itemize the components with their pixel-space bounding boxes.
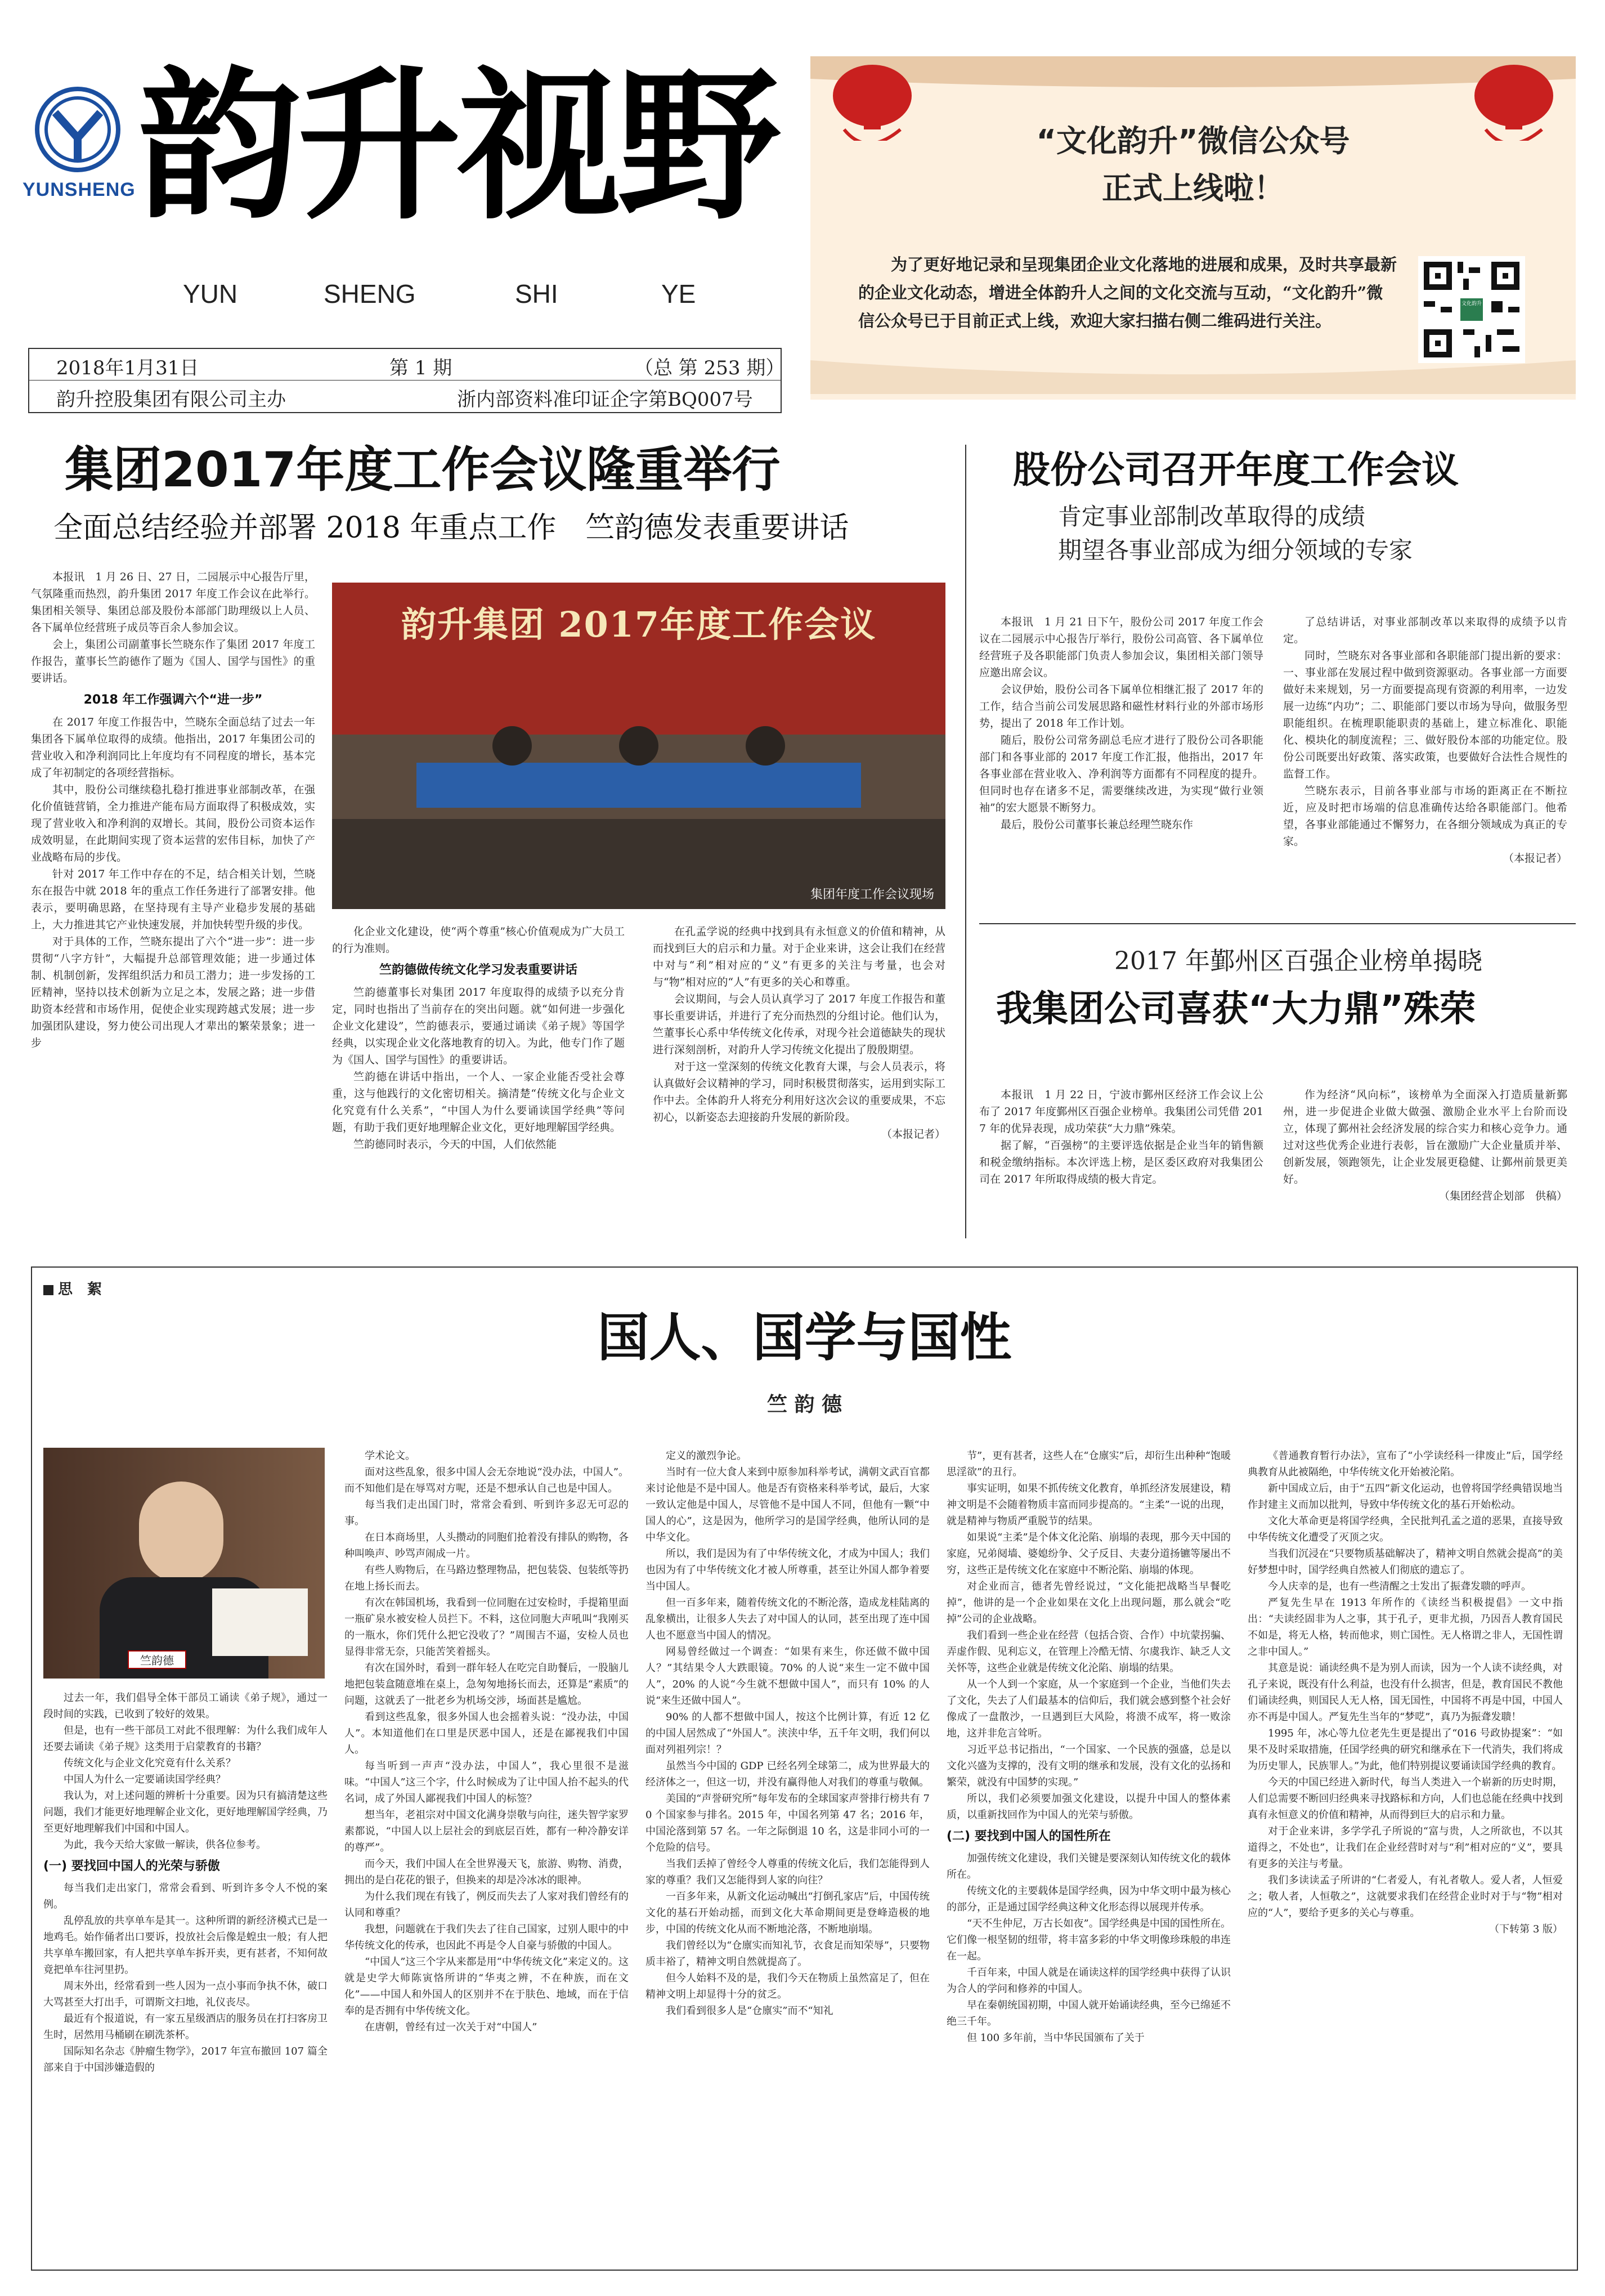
paragraph: 事实证明，如果不抓传统文化教育，单抓经济发展建设，精神文明是不会随着物质丰富而同步提高的。“主柔”一说的出现，就是精神与物质严重脱节的结果。 bbox=[947, 1483, 1231, 1527]
paragraph: 看到这些乱象，很多外国人也会摇着头说：“没办法，中国人”。本知道他们在口里是厌恶中国人，还是在鄙视我们中国人。 bbox=[344, 1711, 629, 1756]
issue-info-box bbox=[28, 348, 785, 413]
paragraph: 我们看到很多人是“仓廪实”而不“知礼 bbox=[666, 2005, 833, 2017]
paragraph: 最近有个报道说，有一家五星级酒店的服务员在打扫客房卫生时，居然用马桶刷在刷洗茶杯。 bbox=[43, 2013, 328, 2041]
paragraph: 但是，也有一些干部员工对此不很理解：为什么我们成年人还要去诵读《弟子规》这类用于启蒙教育的书籍？ bbox=[43, 1725, 328, 1753]
paragraph: 但一百多年来，随着传统文化的不断沦落，造成龙桂陆离的乱象横出，让很多人失去了对中国人的认同，甚至出现了连中国人也不愿意当中国人的情况。 bbox=[645, 1597, 930, 1641]
qr-code[interactable] bbox=[1418, 256, 1525, 363]
paragraph: 严复先生早在 1913 年所作的《读经当积极提倡》一文中指出：“夫读经固非为人之事，其于孔子，更非尤损，乃因吾人教育国民不如是，将无人格，转而他求，则亡国性。无人格谓之非人，无国性谓之非中国人。” bbox=[1248, 1597, 1563, 1658]
section-tag-text: 思 絮 bbox=[58, 1281, 102, 1298]
paragraph: 习近平总书记指出，“一个国家、一个民族的强盛，总是以文化兴盛为支撑的，没有文明的继承和发展，没有文化的弘扬和繁荣，就没有中国梦的实现。” bbox=[947, 1744, 1231, 1788]
article2-subhead-1: 肯定事业部制改革取得的成绩 bbox=[1058, 503, 1366, 530]
continued-note[interactable]: （下转第 3 版） bbox=[1489, 1923, 1563, 1935]
column-divider bbox=[965, 445, 966, 1238]
notice-title-1: “文化韵升”微信公众号 bbox=[1036, 123, 1350, 159]
paragraph: 如果说“主柔”是个体文化沦陷、崩塌的表现，那今天中国的家庭，兄弟阋墙、婆媳纷争、父子反目、夫妻分道扬镳等屡出不穷，这些正是传统文化在家庭中不断沦陷、崩塌的体现。 bbox=[947, 1532, 1231, 1576]
paragraph: 会上，集团公司副董事长竺晓东作了集团 2017 年度工作报告，董事长竺韵德作了题为《国人、国学与国性》的重要讲话。 bbox=[31, 638, 315, 684]
photo-head bbox=[139, 1482, 223, 1583]
paragraph: 针对 2017 年工作中存在的不足，结合相关计划，竺晓东在报告中就 2018 年的重点工作任务进行了部署安排。他表示，要明确思路，在坚持现有主导产业稳步发展的基础上，大力推进其它产业快速发展，并加快转型升级的步伐。 bbox=[31, 868, 315, 931]
article2-byline: （本报记者） bbox=[1503, 852, 1567, 865]
paragraph: 本报讯 1 月 26 日、27 日，二园展示中心报告厅里，气氛隆重而热烈，韵升集团 2017 年度工作会议在此举行。集团相关领导、集团总部及股份本部部门助理级以上人员、各下属单位经营班子成员等百余人参加会议。 bbox=[31, 571, 315, 634]
paragraph: 为什么我们现在有钱了，例反而失去了人家对我们曾经有的认同和尊重？ bbox=[344, 1891, 629, 1919]
paragraph: 千百年来，中国人就是在诵读这样的国学经典中获得了认识为合人的学问和修养的中国人。 bbox=[947, 1967, 1231, 1995]
paragraph: 有次在国外时，看到一群年轻人在吃完自助餐后，一股脑儿地把包装盒随意堆在桌上，急匆匆地扬长而去，还算是“素质”的问题，这就丢了一批老乡为机场交涉，场面甚是尴尬。 bbox=[344, 1662, 629, 1707]
paragraph: 乱停乱放的共享单车是其一。这种所谓的新经济模式已是一地鸡毛。始作俑者出口要诉，投放社会后像是蝗虫一般；有人把共享单车搬回家，有人把共享单车拆开卖，更有甚者，不知何故竟把单车往河里扔。 bbox=[43, 1915, 328, 1976]
paragraph: 了总结讲话，对事业部制改革以来取得的成绩予以肯定。 bbox=[1283, 616, 1567, 645]
article2-col1 bbox=[979, 614, 1263, 833]
paragraph: 面对这些乱象，很多中国人会无奈地说“没办法，中国人”。而不知他们是在辱骂对方呢，还是不想承认自己也是中国人。 bbox=[344, 1466, 629, 1494]
essay-col3 bbox=[645, 1448, 930, 2019]
essay-author: 竺 韵 德 bbox=[766, 1393, 842, 1416]
paragraph: 为此，我今天给大家做一解读，供各位参考。 bbox=[64, 1839, 266, 1851]
paragraph: 竺韵德在讲话中指出，一个人、一家企业能否受社会尊重，这与他践行的文化密切相关。摘清楚“传统文化与企业文化究竟有什么关系”，“中国人为什么要诵读国学经典”等问题，有助于我们更好地理解企业文化，更好地理解国学经典。 bbox=[332, 1071, 625, 1134]
issue-total: （总 第 253 期） bbox=[634, 357, 785, 379]
paragraph: 美国的“声誉研究所”每年发布的全球国家声誉排行榜共有 70 个国家参与排名。2015 年，中国名列第 47 名；2016 年，中国沦落到第 57 名。一年之际倒退 10 名，这是非同小可的一个危险的信号。 bbox=[645, 1793, 930, 1854]
logo-emblem-icon bbox=[33, 84, 123, 174]
article-top100 bbox=[979, 946, 1576, 1238]
paragraph: 节”，更有甚者，这些人在“仓廪实”后，却衍生出种种“饱暖思淫欲”的丑行。 bbox=[947, 1450, 1231, 1478]
article3-kicker: 2017 年鄞州区百强企业榜单揭晓 bbox=[1114, 947, 1482, 975]
article3-col2 bbox=[1283, 1086, 1567, 1205]
essay-box bbox=[31, 1266, 1578, 2271]
paragraph: 最后，股份公司董事长兼总经理竺晓东作 bbox=[1001, 818, 1194, 831]
paragraph: 对企业而言，德者先曾经说过，“文化能把战略当早餐吃掉”，他讲的是一个企业如果在文化上出现问题，那么就会“吃掉”公司的企业战略。 bbox=[947, 1581, 1231, 1625]
article2-subhead-2: 期望各事业部成为细分领域的专家 bbox=[1058, 536, 1413, 564]
info-divider bbox=[29, 380, 781, 381]
wechat-notice bbox=[810, 56, 1576, 400]
paragraph: 对于具体的工作，竺晓东提出了六个“进一步”：进一步贯彻“八字方针”，大幅提升总部管理效能；进一步通过体制、机制创新，发挥组织活力和员工潜力；进一步发扬的工匠精神，坚持以技术创新为立足之本，发展之路；进一步借助资本经营和市场作用，促使企业实现跨越式发展；进一步加强团队建设，努力使公司出现人才辈出的繁荣景象；进一步 bbox=[31, 936, 315, 1049]
company-logo bbox=[33, 84, 123, 174]
pinyin-yun: YUN bbox=[183, 279, 238, 308]
essay-section-tag bbox=[43, 1278, 102, 1299]
paragraph: 本报讯 1 月 22 日，宁波市鄞州区经济工作会议上公布了 2017 年度鄞州区百强企业榜单。我集团公司凭借 2017 年的优异表现，成功荣获“大力鼎”殊荣。 bbox=[979, 1089, 1263, 1135]
essay-headline: 国人、国学与国性 bbox=[597, 1308, 1012, 1368]
article3-byline: （集团经营企划部 供稿） bbox=[1438, 1190, 1567, 1202]
paragraph: “天不生仲尼，万古长如夜”。国学经典是中国的国性所在。它们像一根坚韧的纽带，将丰富多彩的中华文明像珍珠般的串连在一起。 bbox=[947, 1918, 1231, 1962]
paragraph: 周末外出，经常看到一些人因为一点小事而争执不休，破口大骂甚至大打出手，可谓斯文扫地，礼仪丧尽。 bbox=[43, 1980, 328, 2008]
notice-body: 为了更好地记录和呈现集团企业文化落地的进展和成果，及时共享最新的企业文化动态，增进全体韵升人之间的文化交流与互动，“文化韵升”微信公众号已于目前正式上线，欢迎大家扫描右侧二维码进行关注。 bbox=[858, 255, 1397, 330]
paragraph: “中国人”这三个字从来都是用“中华传统文化”来定义的。这就是史学大师陈寅恪所讲的“华夷之辨，不在种族，而在文化”——中国人和外国人的区别并不在于肤色、地域，而在于信奉的是否拥有中华传统文化。 bbox=[344, 1956, 629, 2017]
paragraph: 所以，我们必须要加强文化建设，以提升中国人的整体素质，以重新找回作为中国人的光荣与骄傲。 bbox=[947, 1793, 1231, 1821]
paragraph: 定义的激烈争论。 bbox=[666, 1450, 747, 1462]
essay-col4 bbox=[947, 1448, 1231, 2046]
paragraph: 从一个人到一个家庭，从一个家庭到一个企业，当他们失去了文化，失去了人们最基本的信仰后，我们就会感到整个社会好像成了一盘散沙，一旦遇到巨大风险，将溃不成军，将一败涂地，这并非危言耸听。 bbox=[947, 1679, 1231, 1739]
article-annual-meeting bbox=[31, 439, 960, 1227]
paragraph: 虽然当今中国的 GDP 已经名列全球第二，成为世界最大的经济体之一，但这一切，并没有赢得他人对我们的尊重与敬佩。 bbox=[645, 1760, 930, 1788]
article1-section-six-steps: 2018 年工作强调六个“进一步” bbox=[83, 693, 263, 707]
paragraph: 学术论文。 bbox=[365, 1450, 415, 1462]
paragraph: 想当年，老祖宗对中国文化满身崇敬与向往，迷失智学家罗素都说，“中国人以上层社会的到底层百姓，都有一种冷静安详的尊严”。 bbox=[344, 1809, 629, 1854]
paragraph: 《普通教育暂行办法》，宣布了“小学读经科一律废止”后，国学经典教育从此被隔绝，中华传统文化开始被沦陷。 bbox=[1248, 1450, 1563, 1478]
article1-headline: 集团2017年度工作会议隆重举行 bbox=[65, 442, 781, 498]
paragraph: 网易曾经做过一个调查：“如果有来生，你还做不做中国人？”其结果令人大跌眼镜。70% 的人说“来生一定不做中国人”，20% 的人说“今生就不想做中国人”，而只有 10% 的人说“来生还做中国人”。 bbox=[645, 1646, 930, 1707]
paragraph: 化企业文化建设，使“两个尊重”核心价值观成为广大员工的行为准则。 bbox=[332, 925, 625, 955]
paragraph: 在唐朝，曾经有过一次关于对“中国人” bbox=[365, 2021, 537, 2033]
paragraph: 同时，竺晓东对各事业部和各职能部门提出新的要求：一、事业部在发展过程中做到资源驱动。各事业部一方面要做好未来规划，另一方面要提高现有资源的利用率，一边发展一边练“内功”；二、职能部门要以市场为导向，做服务型职能组织。在梳理职能职责的基础上，建立标准化、职能化、模块化的制度流程；三、做好股份本部的功能定位。股份公司既要出好政策、落实政策，也要做好合法性合规性的监督工作。 bbox=[1283, 650, 1567, 780]
masthead-pinyin bbox=[183, 279, 763, 312]
paragraph: 每当听到一声声“没办法，中国人”，我心里很不是滋味。“中国人”这三个字，什么时候成为了让中国人抬不起头的代名词，成了外国人鄙视我们中国人的标签？ bbox=[344, 1760, 629, 1805]
paragraph: 早在秦朝统国初期，中国人就开始诵读经典，至今已绵延不绝三千年。 bbox=[947, 1999, 1231, 2028]
paragraph: 在 2017 年度工作报告中，竺晓东全面总结了过去一年集团各下属单位取得的成绩。他指出，2017 年集团公司的营业收入和净利润同比上年度均有不同程度的增长，基本完成了年初制定的各项经营指标。 bbox=[31, 716, 315, 779]
article1-col3 bbox=[653, 923, 945, 1143]
paragraph: 每当我们走出家门，常常会看到、听到许多令人不悦的案例。 bbox=[43, 1882, 328, 1910]
photo-papers bbox=[212, 1588, 308, 1656]
logo-text: YUNSHENG bbox=[23, 179, 136, 200]
paragraph: 但 100 多年前，当中华民国颁布了关于 bbox=[967, 2032, 1145, 2044]
paragraph: 其意是说：诵读经典不是为别人而读，因为一个人读不读经典，对孔子来说，既没有什么利益，也没有什么损害，但是，教育国民不教他们诵读经典，则国民人无人格，国无国性，中国将不再是中国，中国人亦不再是中国人。严复先生当年的“梦呓”，真乃为振聋发聩！ bbox=[1248, 1662, 1563, 1723]
article1-photo bbox=[332, 583, 945, 909]
issue-publisher: 韵升控股集团有限公司主办 bbox=[56, 388, 286, 411]
paragraph: 今人庆幸的是，也有一些清醒之士发出了振聋发聩的呼声。 bbox=[1268, 1581, 1531, 1592]
paragraph: 传统文化与企业文化究竟有什么关系？ bbox=[64, 1757, 236, 1769]
notice-title-2: 正式上线啦！ bbox=[1102, 171, 1284, 206]
article1-section-speech: 竺韵德做传统文化学习发表重要讲话 bbox=[379, 963, 577, 977]
article3-col1 bbox=[979, 1086, 1263, 1188]
paragraph: 我认为，对上述问题的辨析十分重要。因为只有搞清楚这些问题，我们才能更好地理解企业文化，更好地理解国学经典，乃至更好地理解我们中国和中国人。 bbox=[43, 1790, 328, 1834]
paragraph: 新中国成立后，由于“五四”新文化运动，也曾将国学经典错误地当作封建主义而加以批判，导致中华传统文化的基石开始松动。 bbox=[1248, 1483, 1563, 1511]
paragraph: 对于企业来讲，多学学孔子所说的“富与贵，人之所欲也，不以其道得之，不处也”，让我们在企业经营时对与“利”相对应的“义”，要具有更多的关注与考量。 bbox=[1248, 1825, 1563, 1870]
article1-col2 bbox=[332, 923, 625, 1153]
author-photo bbox=[43, 1448, 325, 1679]
essay-col1 bbox=[43, 1690, 328, 2076]
paragraph: 我们曾经以为“仓廪实而知礼节，衣食足而知荣辱”，只要物质丰裕了，精神文明自然就提高了。 bbox=[645, 1940, 930, 1968]
paragraph: 竺晓东表示，目前各事业部与市场的距离正在不断拉近，应及时把市场端的信息准确传达给各职能部门。他希望，各事业部能通过不懈努力，在各细分领域成为真正的专家。 bbox=[1283, 785, 1567, 848]
paragraph: 我们多读读孟子所讲的“仁者爱人，有礼者敬人。爱人者，人恒爱之；敬人者，人恒敬之”，这就要求我们在经营企业时对于与“物”相对应的“人”，要给予更多的关心与尊重。 bbox=[1248, 1874, 1563, 1919]
article2-headline: 股份公司召开年度工作会议 bbox=[1013, 448, 1459, 491]
photo-dais-table bbox=[416, 763, 861, 808]
paragraph: 竺韵德同时表示，今天的中国，人们依然能 bbox=[353, 1138, 557, 1151]
paragraph: 据了解，“百强榜”的主要评选依据是企业当年的销售额和税金缴纳指标。本次评选上榜，是区委区政府对我集团公司在 2017 年所取得成绩的极大肯定。 bbox=[979, 1139, 1263, 1185]
issue-license: 浙内部资料准印证企字第BQ007号 bbox=[457, 388, 753, 411]
photo-person-3 bbox=[746, 726, 785, 766]
pinyin-sheng: SHENG bbox=[324, 279, 416, 308]
paragraph: 其中，股份公司继续稳扎稳打推进事业部制改革，在强化价值链营销，全力推进产能布局方面取得了积极成效，实现了营业收入和净利润的双增长。其间，股份公司资本运作成效明显，在此期间实现了资本运营的宏伟目标，加快了产业战略布局的步伐。 bbox=[31, 784, 315, 863]
photo-banner-text: 韵升集团 2017年度工作会议 bbox=[401, 604, 877, 645]
masthead-title: 韵升视野 bbox=[138, 51, 777, 242]
essay-section-pride: (一) 要找回中国人的光荣与骄傲 bbox=[43, 1859, 220, 1873]
section-square-icon bbox=[43, 1285, 53, 1295]
issue-date: 2018年1月31日 bbox=[56, 357, 199, 379]
paragraph: 在孔孟学说的经典中找到具有永恒意义的价值和精神，从而找到巨大的启示和力量。对于企业来讲，这会让我们在经营中对与“利”相对应的“义”有更多的关注与考量，也会对与“物”相对应的“人”有更多的关心和尊重。 bbox=[653, 925, 945, 988]
article1-subhead: 全面总结经验并部署 2018 年重点工作 竺韵德发表重要讲话 bbox=[53, 511, 849, 545]
paragraph: 当我们沉浸在“只要物质基础解决了，精神文明自然就会提高”的美好梦想中时，国学经典自然被人们彻底的遗忘了。 bbox=[1248, 1548, 1563, 1576]
paragraph: 在日本商场里，人头攒动的同胞们抢着没有排队的购物，各种叫唤声、吵骂声闹成一片。 bbox=[344, 1532, 629, 1560]
photo-caption: 集团年度工作会议现场 bbox=[810, 888, 934, 902]
photo-person-1 bbox=[492, 726, 532, 766]
paragraph: 会议伊始，股份公司各下属单位相继汇报了 2017 年的工作，结合当前公司发展思路和磁性材料行业的外部市场形势，提出了 2018 年工作计划。 bbox=[979, 683, 1263, 729]
article-shares-meeting bbox=[979, 445, 1576, 895]
paragraph: 竺韵德董事长对集团 2017 年度取得的成绩予以充分肯定，同时也指出了当前存在的突出问题。就“如何进一步强化企业文化建设”，竺韵德表示，要通过诵读《弟子规》等国学经典，以实现企业文化落地教育的切入。为此，他专门作了题为《国人、国学与国性》的重要讲话。 bbox=[332, 986, 625, 1066]
paragraph: 有次在韩国机场，我看到一位同胞在过安检时，手提箱里面一瓶矿泉水被安检人员拦下。不料，这位同胞大声吼叫“我刚买的一瓶水，你们凭什么把它没收了？”周围吉不逼，安检人员也显得非常无奈，只能苦笑着摇头。 bbox=[344, 1597, 629, 1658]
paragraph: 一百多年来，从新文化运动喊出“打倒孔家店”后，中国传统文化的基石开始动摇，而到文化大革命期间更是登峰造极的地步，中国的传统文化从而不断地沦落，不断地崩塌。 bbox=[645, 1891, 930, 1935]
paragraph: 加强传统文化建设，我们关键是要深刻认知传统文化的载体所在。 bbox=[947, 1852, 1231, 1881]
article2-divider bbox=[979, 923, 1576, 924]
pinyin-shi: SHI bbox=[515, 279, 558, 308]
paragraph: 当我们丢掉了曾经令人尊重的传统文化后，我们怎能得到人家的尊重？我们又怎能得到人家的向往？ bbox=[645, 1858, 930, 1886]
issue-number: 第 1 期 bbox=[389, 357, 452, 379]
article1-col1 bbox=[31, 569, 315, 1051]
essay-section-nature: (二) 要找到中国人的国性所在 bbox=[947, 1829, 1111, 1843]
author-photo-caption: 竺韵德 bbox=[128, 1650, 186, 1669]
paragraph: 国际知名杂志《肿瘤生物学》，2017 年宣布撤回 107 篇全部来自于中国涉嫌造假的 bbox=[43, 2046, 328, 2074]
paragraph: 而今天，我们中国人在全世界漫天飞，旅游、购物、消费，拥出的是白花花的银子，但换来的却是冷冰冰的眼神。 bbox=[344, 1858, 629, 1886]
paragraph: 随后，股份公司常务副总毛应才进行了股份公司各职能部门和各事业部的 2017 年度工作汇报，他指出，2017 年各事业部在营业收入、净利润等方面都有不同程度的提升。但同时也存在诸多不足，需要继续改进，为实现“做行业领袖”的宏大愿景不断努力。 bbox=[979, 734, 1263, 814]
paragraph: 1995 年，冰心等九位老先生更是提出了“016 号政协提案”：“如果不及时采取措施，任国学经典的研究和继承在下一代消失，我们将成为历史罪人，民族罪人。”为此，他们特别提议要诵读国学经典的教育。 bbox=[1248, 1727, 1563, 1772]
paragraph: 中国人为什么一定要诵读国学经典？ bbox=[64, 1774, 226, 1785]
paragraph: 我们看到一些企业在经营（包括合资、合作）中坑蒙拐骗、弄虚作假、见利忘义，在管理上冷酷无情、尔虞我诈、缺乏人文关怀等，这些企业就是传统文化沦陷、崩塌的结果。 bbox=[947, 1630, 1231, 1674]
pinyin-ye: YE bbox=[661, 279, 696, 308]
paragraph: 过去一年，我们倡导全体干部员工诵读《弟子规》，通过一段时间的实践，已收到了较好的效果。 bbox=[43, 1692, 328, 1720]
photo-person-2 bbox=[619, 726, 658, 766]
paragraph: 有些人购物后，在马路边整理物品，把包装袋、包装纸等扔在地上扬长而去。 bbox=[344, 1564, 629, 1592]
paragraph: 会议期间，与会人员认真学习了 2017 年度工作报告和董事长重要讲话，并进行了充分而热烈的分组讨论。他们认为，竺董事长心系中华传统文化传承，对现今社会道德缺失的现状进行深刻剖析，对韵升人学习传统文化提出了殷殷期望。 bbox=[653, 993, 945, 1056]
paragraph: 当时有一位大食人来到中原参加科举考试，满朝文武百官都来讨论他是不是中国人。他是否有资格来科举考试，最后，大家一致认定他是中国人，尽管他不是中国人不同，但他有一颗“中国人的心”，这是因为，他所学习的是国学经典，他所认同的是中华文化。 bbox=[645, 1466, 930, 1543]
paragraph: 每当我们走出国门时，常常会看到、听到许多忍无可忍的事。 bbox=[344, 1499, 629, 1527]
paragraph: 但今人始料不及的是，我们今天在物质上虽然富足了，但在精神文明上却显得十分的贫乏。 bbox=[645, 1972, 930, 2000]
masthead bbox=[0, 0, 1605, 417]
paragraph: 今天的中国已经进入新时代，每当人类进入一个崭新的历史时期，人们总需要不断回归经典来寻找路标和方向，人们也总能在经典中找到真有永恒意义的价值和精神，从而得到巨大的启示和力量。 bbox=[1248, 1776, 1563, 1821]
essay-col5 bbox=[1248, 1448, 1563, 1937]
paragraph: 文化大革命更是将国学经典，全民批判孔孟之道的恶果，直接导致中华传统文化遭受了灭顶之灾。 bbox=[1248, 1515, 1563, 1543]
essay-col2 bbox=[344, 1448, 629, 2035]
qr-center-label: 文化韵升 bbox=[1460, 298, 1483, 321]
article3-headline: 我集团公司喜获“大力鼎”殊荣 bbox=[996, 988, 1476, 1030]
paragraph: 本报讯 1 月 21 日下午，股份公司 2017 年度工作会议在二园展示中心报告厅举行，股份公司高管、各下属单位经营班子及各职能部门负责人参加会议，集团相关部门领导应邀出席会议。 bbox=[979, 616, 1263, 679]
paragraph: 作为经济“风向标”，该榜单为全面深入打造质量新鄞州，进一步促进企业做大做强、激励企业水平上台阶而设立，体现了鄞州社会经济发展的综合实力和核心竞争力。通过对这些优秀企业进行表彰，旨在激励广大企业量质并举、创新发展，领跑领先，让企业发展更稳健、让鄞州前景更美好。 bbox=[1283, 1089, 1567, 1185]
paragraph: 传统文化的主要载体是国学经典，因为中华文明中最为核心的部分，正是通过国学经典这种文化形态得以展现并传承。 bbox=[947, 1885, 1231, 1913]
paragraph: 所以，我们是因为有了中华传统文化，才成为中国人；我们也因为有了中华传统文化才被人所尊重，甚至让外国人都争着要当中国人。 bbox=[645, 1548, 930, 1592]
article1-byline: （本报记者） bbox=[881, 1128, 945, 1140]
paragraph: 90% 的人都不想做中国人，按这个比例计算，有近 12 亿的中国人居然成了“外国人”。浃浃中华，五千年文明，我们何以面对列祖列宗！？ bbox=[645, 1711, 930, 1756]
paragraph: 我想，问题就在于我们失去了往自己国家，过别人眼中的中华传统文化的传承，也因此不再是令人自豪与骄傲的中国人。 bbox=[344, 1923, 629, 1952]
paragraph: 对于这一堂深刻的传统文化教育大课，与会人员表示，将认真做好会议精神的学习，同时积极贯彻落实，运用到实际工作中去。全体韵升人将充分利用好这次会议的重要成果，不忘初心，以新姿态去迎接韵升发展的新阶段。 bbox=[653, 1060, 945, 1124]
article2-col2 bbox=[1283, 614, 1567, 867]
